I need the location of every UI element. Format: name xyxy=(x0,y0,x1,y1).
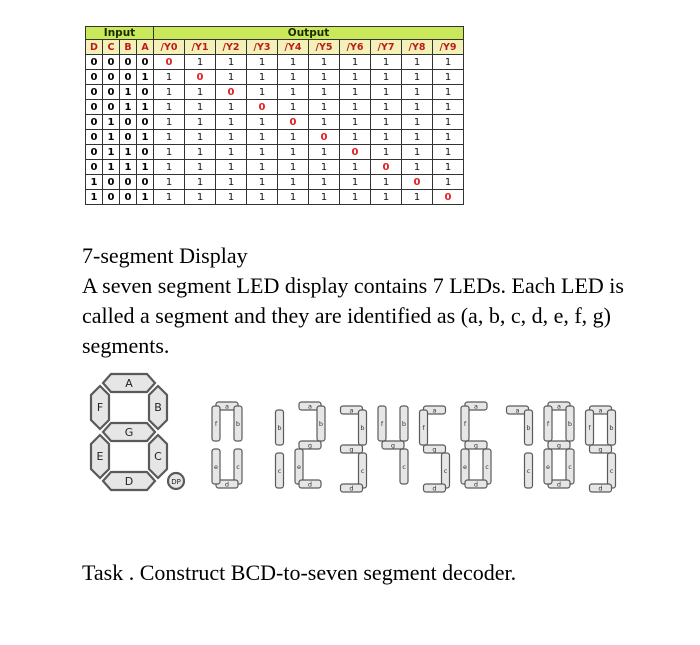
input-cell: 0 xyxy=(86,70,103,85)
digit-6 xyxy=(461,402,491,489)
input-cell: 0 xyxy=(86,130,103,145)
digit-5-segment-label: f xyxy=(422,424,425,432)
digit-6-segment-label: f xyxy=(463,420,467,428)
table-row xyxy=(86,100,464,115)
output-cell: 1 xyxy=(433,55,464,70)
labeled-seven-segment-diagram xyxy=(88,368,188,494)
output-column-header: /Y0 xyxy=(154,40,185,55)
output-cell: 1 xyxy=(433,160,464,175)
output-cell: 1 xyxy=(340,70,371,85)
digit-1-segment-label: c xyxy=(277,467,282,475)
output-cell: 1 xyxy=(216,100,247,115)
input-cell: 0 xyxy=(120,115,137,130)
digit-9-segment-label: c xyxy=(609,467,614,475)
input-cell: 0 xyxy=(103,55,120,70)
output-cell: 1 xyxy=(247,175,278,190)
digit-3-segment-label: c xyxy=(360,467,365,475)
output-cell: 1 xyxy=(340,190,371,205)
output-cell: 1 xyxy=(371,115,402,130)
output-cell: 0 xyxy=(309,130,340,145)
input-cell: 0 xyxy=(103,175,120,190)
output-cell: 1 xyxy=(433,175,464,190)
table-row xyxy=(86,85,464,100)
output-cell: 1 xyxy=(402,130,433,145)
input-cell: 0 xyxy=(120,175,137,190)
output-cell: 1 xyxy=(371,100,402,115)
digit-8-segment-label: f xyxy=(546,420,550,428)
output-cell: 1 xyxy=(309,55,340,70)
segment-label-f: F xyxy=(96,401,104,414)
segment-label-dp: DP xyxy=(171,478,181,486)
digit-3 xyxy=(341,406,367,493)
output-cell: 1 xyxy=(216,115,247,130)
input-cell: 0 xyxy=(103,70,120,85)
digit-6-segment-label: d xyxy=(473,480,479,489)
output-cell: 0 xyxy=(433,190,464,205)
output-cell: 1 xyxy=(154,130,185,145)
seven-segment-digits-row xyxy=(208,390,638,500)
output-cell: 1 xyxy=(278,85,309,100)
digit-8 xyxy=(544,402,574,489)
output-cell: 0 xyxy=(402,175,433,190)
input-cell: 0 xyxy=(103,190,120,205)
input-cell: 0 xyxy=(137,145,154,160)
segment-label-d: D xyxy=(124,475,134,488)
digit-2-segment-label: e xyxy=(297,463,301,471)
table-row xyxy=(86,115,464,130)
output-cell: 1 xyxy=(340,115,371,130)
input-cell: 0 xyxy=(137,85,154,100)
digit-8-segment-label: a xyxy=(557,402,561,411)
input-cell: 1 xyxy=(120,160,137,175)
digit-9-segment-label: f xyxy=(588,424,591,432)
input-cell: 1 xyxy=(137,70,154,85)
digit-3-segment-label: a xyxy=(349,406,354,415)
digit-6-segment-label: g xyxy=(473,441,479,450)
input-cell: 1 xyxy=(137,130,154,145)
input-cell: 0 xyxy=(120,190,137,205)
output-cell: 1 xyxy=(402,70,433,85)
output-column-header: /Y5 xyxy=(309,40,340,55)
digit-1-segment-label: b xyxy=(277,424,282,432)
output-cell: 0 xyxy=(216,85,247,100)
output-cell: 1 xyxy=(309,160,340,175)
output-cell: 0 xyxy=(185,70,216,85)
input-cell: 1 xyxy=(137,190,154,205)
table-group-header-row xyxy=(86,27,464,40)
output-cell: 1 xyxy=(309,145,340,160)
input-cell: 1 xyxy=(120,100,137,115)
digit-0-segment-label: a xyxy=(225,402,229,411)
digit-5-segment-label: g xyxy=(432,445,437,454)
output-cell: 1 xyxy=(216,70,247,85)
input-cell: 0 xyxy=(103,100,120,115)
output-cell: 1 xyxy=(185,160,216,175)
input-cell: 0 xyxy=(103,85,120,100)
output-cell: 1 xyxy=(371,175,402,190)
digit-2-segment-label: d xyxy=(307,480,313,489)
output-cell: 1 xyxy=(340,175,371,190)
input-cell: 1 xyxy=(120,85,137,100)
input-cell: 0 xyxy=(137,175,154,190)
output-cell: 0 xyxy=(340,145,371,160)
digit-7-segment-label: b xyxy=(526,424,531,432)
input-cell: 1 xyxy=(103,115,120,130)
task-text: Task . Construct BCD-to-seven segment decoder. xyxy=(82,560,517,585)
digit-4-segment-label: b xyxy=(401,420,407,428)
output-cell: 1 xyxy=(309,175,340,190)
input-cell: 1 xyxy=(103,130,120,145)
input-cell: 0 xyxy=(86,145,103,160)
digit-2-segment-label: a xyxy=(308,402,312,411)
output-cell: 1 xyxy=(433,100,464,115)
input-cell: 0 xyxy=(86,55,103,70)
output-cell: 1 xyxy=(402,190,433,205)
input-column-header: A xyxy=(137,40,154,55)
input-cell: 1 xyxy=(103,145,120,160)
output-cell: 1 xyxy=(433,70,464,85)
digit-4-segment-label: f xyxy=(380,420,384,428)
digit-6-segment-label: c xyxy=(485,463,489,471)
digit-7 xyxy=(507,406,533,488)
input-cell: 0 xyxy=(120,130,137,145)
digit-2-segment-label: b xyxy=(318,420,324,428)
output-column-header: /Y2 xyxy=(216,40,247,55)
output-cell: 1 xyxy=(154,190,185,205)
digit-1 xyxy=(276,410,284,488)
output-column-header: /Y9 xyxy=(433,40,464,55)
output-cell: 1 xyxy=(371,55,402,70)
output-cell: 1 xyxy=(371,145,402,160)
output-cell: 1 xyxy=(247,115,278,130)
output-cell: 1 xyxy=(340,100,371,115)
output-cell: 1 xyxy=(340,130,371,145)
input-cell: 1 xyxy=(103,160,120,175)
digit-6-segment-label: a xyxy=(474,402,478,411)
output-cell: 1 xyxy=(278,160,309,175)
input-column-header: C xyxy=(103,40,120,55)
output-cell: 1 xyxy=(185,115,216,130)
segment-label-c: C xyxy=(154,450,162,463)
digit-0-segment-label: b xyxy=(235,420,241,428)
output-cell: 1 xyxy=(402,145,433,160)
table-row xyxy=(86,130,464,145)
input-column-header: B xyxy=(120,40,137,55)
output-cell: 1 xyxy=(340,160,371,175)
digit-6-segment-label: e xyxy=(463,463,467,471)
input-cell: 0 xyxy=(137,55,154,70)
input-column-header: D xyxy=(86,40,103,55)
digit-8-segment-label: d xyxy=(556,480,562,489)
output-cell: 1 xyxy=(402,100,433,115)
digit-4 xyxy=(378,406,408,484)
output-cell: 1 xyxy=(309,190,340,205)
digit-4-segment-label: c xyxy=(402,463,406,471)
output-cell: 1 xyxy=(371,70,402,85)
digit-9-segment-label: a xyxy=(598,406,603,415)
output-column-header: /Y3 xyxy=(247,40,278,55)
digit-8-segment-label: g xyxy=(556,441,562,450)
input-cell: 0 xyxy=(86,160,103,175)
output-cell: 1 xyxy=(278,100,309,115)
input-cell: 0 xyxy=(86,115,103,130)
table-row xyxy=(86,145,464,160)
output-cell: 1 xyxy=(433,130,464,145)
digit-5-segment-label: c xyxy=(443,467,448,475)
output-cell: 1 xyxy=(154,145,185,160)
table-row xyxy=(86,70,464,85)
table-row xyxy=(86,55,464,70)
output-cell: 1 xyxy=(309,115,340,130)
output-cell: 1 xyxy=(309,85,340,100)
table-row xyxy=(86,175,464,190)
output-cell: 1 xyxy=(185,130,216,145)
digit-8-segment-label: c xyxy=(568,463,572,471)
output-cell: 1 xyxy=(154,115,185,130)
digit-2 xyxy=(295,402,325,489)
output-cell: 1 xyxy=(185,55,216,70)
digit-3-segment-label: d xyxy=(349,484,354,493)
output-cell: 1 xyxy=(309,100,340,115)
output-column-header: /Y6 xyxy=(340,40,371,55)
output-cell: 1 xyxy=(371,190,402,205)
digit-0 xyxy=(212,402,242,489)
output-cell: 1 xyxy=(185,175,216,190)
table-row xyxy=(86,190,464,205)
output-cell: 1 xyxy=(402,160,433,175)
digit-9-segment-label: g xyxy=(598,445,603,454)
output-cell: 1 xyxy=(433,115,464,130)
output-cell: 0 xyxy=(371,160,402,175)
output-cell: 0 xyxy=(278,115,309,130)
output-cell: 1 xyxy=(247,70,278,85)
output-cell: 1 xyxy=(154,85,185,100)
output-column-header: /Y8 xyxy=(402,40,433,55)
output-cell: 1 xyxy=(247,160,278,175)
input-cell: 1 xyxy=(120,145,137,160)
output-group-header: Output xyxy=(154,27,464,40)
input-cell: 0 xyxy=(120,55,137,70)
output-cell: 1 xyxy=(216,160,247,175)
output-cell: 1 xyxy=(278,70,309,85)
digit-8-segment-label: b xyxy=(567,420,573,428)
input-cell: 0 xyxy=(86,85,103,100)
table-column-header-row xyxy=(86,40,464,55)
digit-5 xyxy=(420,406,450,493)
output-cell: 1 xyxy=(278,175,309,190)
output-cell: 1 xyxy=(185,85,216,100)
output-cell: 0 xyxy=(247,100,278,115)
digit-3-segment-label: b xyxy=(360,424,365,432)
output-cell: 1 xyxy=(216,190,247,205)
input-cell: 0 xyxy=(137,115,154,130)
input-cell: 1 xyxy=(137,160,154,175)
output-cell: 1 xyxy=(154,70,185,85)
output-cell: 1 xyxy=(216,145,247,160)
segment-label-g: G xyxy=(124,426,134,439)
output-cell: 0 xyxy=(154,55,185,70)
segment-label-e: E xyxy=(96,450,104,463)
bcd-decoder-truth-table xyxy=(85,26,464,205)
digit-5-segment-label: d xyxy=(432,484,437,493)
output-cell: 1 xyxy=(185,145,216,160)
table-body xyxy=(86,55,464,205)
output-cell: 1 xyxy=(247,190,278,205)
input-cell: 1 xyxy=(86,190,103,205)
output-cell: 1 xyxy=(247,130,278,145)
output-column-header: /Y7 xyxy=(371,40,402,55)
digit-9 xyxy=(586,406,616,493)
output-cell: 1 xyxy=(185,190,216,205)
output-cell: 1 xyxy=(154,175,185,190)
output-cell: 1 xyxy=(154,160,185,175)
output-cell: 1 xyxy=(371,85,402,100)
digit-0-segment-label: c xyxy=(236,463,240,471)
output-cell: 1 xyxy=(371,130,402,145)
output-cell: 1 xyxy=(278,145,309,160)
digit-5-segment-label: a xyxy=(432,406,437,415)
output-cell: 1 xyxy=(402,85,433,100)
input-cell: 1 xyxy=(86,175,103,190)
output-cell: 1 xyxy=(154,100,185,115)
digit-0-segment-label: e xyxy=(214,463,218,471)
output-column-header: /Y4 xyxy=(278,40,309,55)
output-cell: 1 xyxy=(402,115,433,130)
output-column-header: /Y1 xyxy=(185,40,216,55)
digit-7-segment-label: a xyxy=(515,406,520,415)
output-cell: 1 xyxy=(247,85,278,100)
digit-7-segment-label: c xyxy=(526,467,531,475)
table-row xyxy=(86,160,464,175)
input-cell: 0 xyxy=(86,100,103,115)
output-cell: 1 xyxy=(278,130,309,145)
output-cell: 1 xyxy=(433,85,464,100)
digit-9-segment-label: d xyxy=(598,484,603,493)
segment-label-a: A xyxy=(125,377,133,390)
output-cell: 1 xyxy=(185,100,216,115)
digit-2-segment-label: g xyxy=(307,441,313,450)
digit-3-segment-label: g xyxy=(349,445,354,454)
digit-0-segment-label: f xyxy=(214,420,218,428)
output-cell: 1 xyxy=(340,55,371,70)
output-cell: 1 xyxy=(216,55,247,70)
output-cell: 1 xyxy=(216,130,247,145)
output-cell: 1 xyxy=(247,145,278,160)
digit-4-segment-label: g xyxy=(390,441,396,450)
digit-9-segment-label: b xyxy=(609,424,614,432)
output-cell: 1 xyxy=(216,175,247,190)
input-cell: 1 xyxy=(137,100,154,115)
input-cell: 0 xyxy=(120,70,137,85)
output-cell: 1 xyxy=(433,145,464,160)
input-group-header: Input xyxy=(86,27,154,40)
output-cell: 1 xyxy=(278,55,309,70)
section-body: A seven segment LED display contains 7 LEDs. Each LED is called a segment and they are identified as (a, b, c, d, e, f, g) segments. xyxy=(82,273,624,358)
output-cell: 1 xyxy=(402,55,433,70)
output-cell: 1 xyxy=(278,190,309,205)
segment-label-b: B xyxy=(154,401,162,414)
digit-8-segment-label: e xyxy=(546,463,550,471)
output-cell: 1 xyxy=(340,85,371,100)
section-heading: 7-segment Display xyxy=(82,243,248,268)
output-cell: 1 xyxy=(309,70,340,85)
output-cell: 1 xyxy=(247,55,278,70)
digit-0-segment-label: d xyxy=(224,480,230,489)
